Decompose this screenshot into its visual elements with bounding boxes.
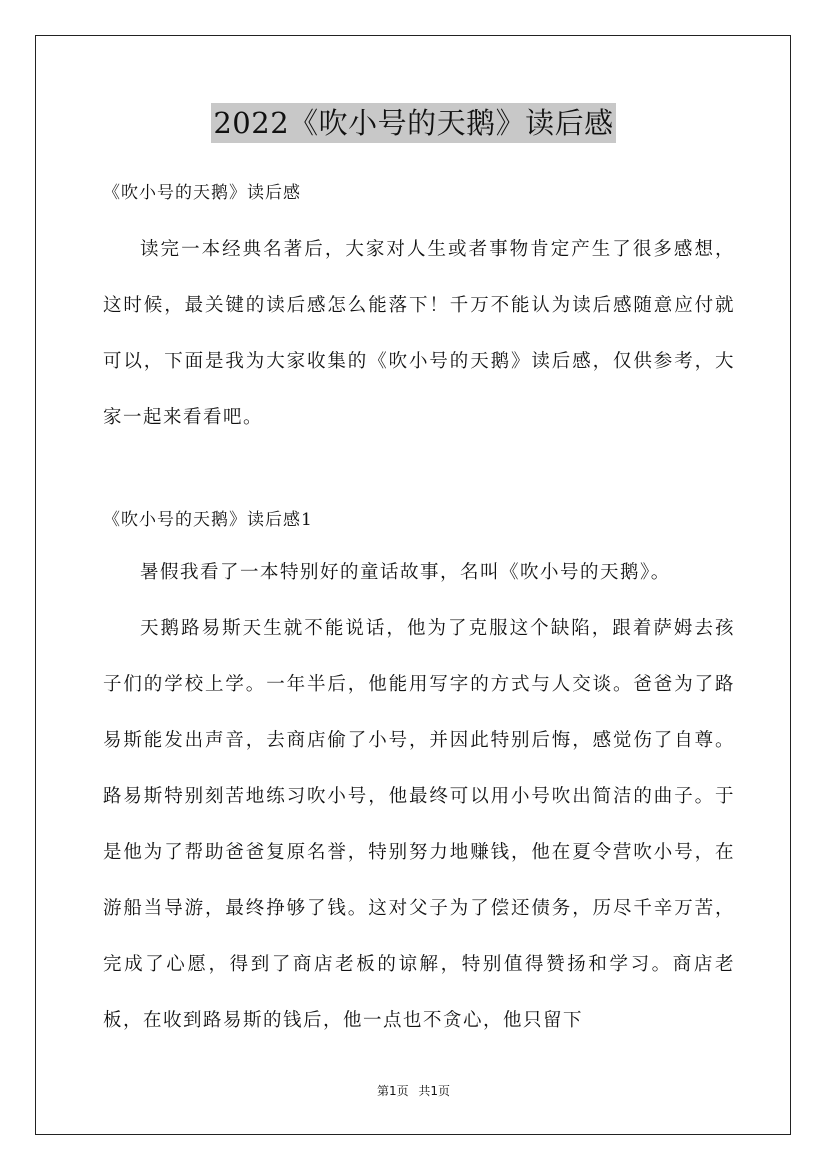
body-paragraph-1: 暑假我看了一本特别好的童话故事，名叫《吹小号的天鹅》。 xyxy=(140,562,671,583)
document-title xyxy=(0,103,827,143)
page-number: 第1页 xyxy=(376,1084,409,1098)
document-title-text: 2022《吹小号的天鹅》读后感 xyxy=(211,103,615,143)
body-paragraph-2: 天鹅路易斯天生就不能说话，他为了克服这个缺陷，跟着萨姆去孩子们的学校上学。一年半后，他能用写字的方式与人交谈。爸爸为了路易斯能发出声音，去商店偷了小号，并因此特别后悔，感觉伤了自尊。路易斯特别刻苦地练习吹小号，他最终可以用小号吹出简洁的曲子。于是他为了帮助爸爸复原名誉，特别努力地赚钱，他在夏令营吹小号，在游船当导游，最终挣够了钱。这对父子为了偿还债务，历尽千辛万苦，完成了心愿，得到了商店老板的谅解，特别值得赞扬和学习。商店老板，在收到路易斯的钱后，他一点也不贪心，他只留下 xyxy=(103,618,735,1031)
document-subtitle: 《吹小号的天鹅》读后感 xyxy=(103,183,301,203)
page-total: 共1页 xyxy=(418,1084,451,1098)
section-heading: 《吹小号的天鹅》读后感1 xyxy=(103,510,313,530)
intro-paragraph: 读完一本经典名著后，大家对人生或者事物肯定产生了很多感想，这时候，最关键的读后感怎么能落下！千万不能认为读后感随意应付就可以，下面是我为大家收集的《吹小号的天鹅》读后感，仅供参考，大家一起来看看吧。 xyxy=(103,239,735,428)
page-footer xyxy=(0,1083,827,1099)
